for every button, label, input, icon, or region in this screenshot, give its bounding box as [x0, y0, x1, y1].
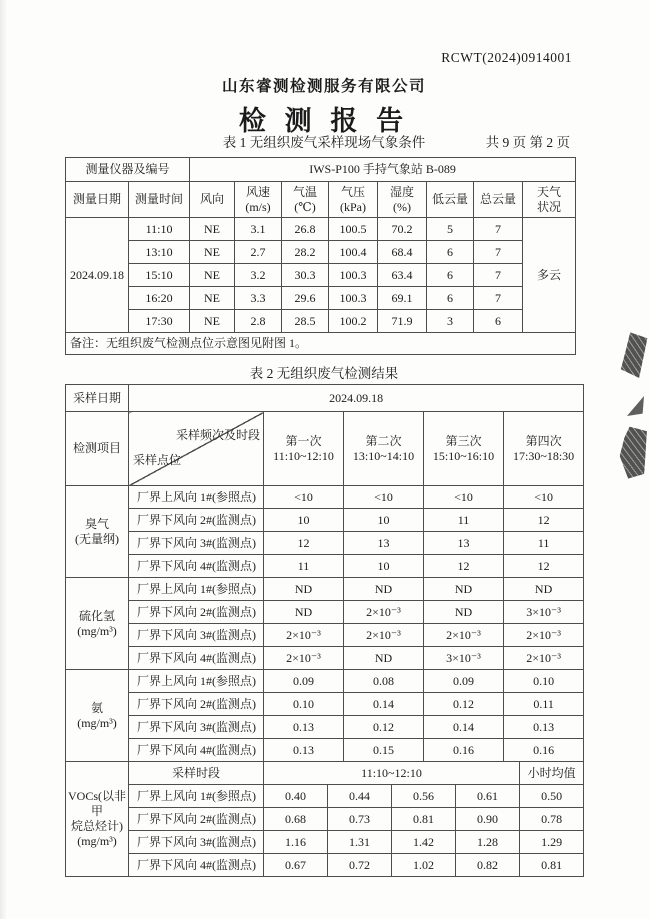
point-cell: 厂界下风向 3#(监测点): [129, 716, 264, 739]
value-cell: 3.2: [235, 264, 282, 287]
value-cell: 12: [424, 555, 504, 578]
column-header: 风向: [190, 182, 235, 218]
table-row: [66, 854, 584, 877]
sample-date-label: 采样日期: [66, 385, 129, 412]
company-name: 山东睿测检测服务有限公司: [221, 78, 426, 95]
point-cell: 厂界上风向 1#(参照点): [129, 670, 264, 693]
value-cell: 0.72: [328, 854, 392, 877]
point-cell: 厂界下风向 3#(监测点): [129, 831, 264, 854]
column-header: 湿度 (%): [378, 182, 427, 218]
value-cell: 2×10⁻³: [344, 624, 424, 647]
value-cell: 68.4: [378, 241, 427, 264]
table-row: [66, 739, 584, 762]
value-cell: 69.1: [378, 287, 427, 310]
emission-results-table: [65, 384, 584, 877]
value-cell: 0.44: [328, 785, 392, 808]
value-cell: 7: [474, 241, 523, 264]
value-cell: 2.7: [235, 241, 282, 264]
value-cell: 10: [264, 509, 344, 532]
value-cell: NE: [190, 287, 235, 310]
column-header: 测量时间: [129, 182, 190, 218]
value-cell: 0.15: [344, 739, 424, 762]
value-cell: 1.02: [392, 854, 456, 877]
point-cell: 厂界上风向 1#(参照点): [129, 486, 264, 509]
table-row: [66, 555, 584, 578]
value-cell: ND: [264, 578, 344, 601]
value-cell: 0.13: [264, 739, 344, 762]
value-cell: 100.3: [329, 287, 378, 310]
diag-top-label: 采样频次及时段: [175, 428, 260, 442]
table-row: [66, 532, 584, 555]
table-row: [66, 762, 584, 785]
value-cell: 0.10: [504, 670, 584, 693]
parameter-cell: VOCs(以非甲 烷总烃计) (mg/m³): [66, 762, 129, 877]
value-cell: 6: [427, 264, 474, 287]
value-cell: 3.1: [235, 218, 282, 241]
column-header: 天气 状况: [523, 182, 576, 218]
period-header: 第二次 13:10~14:10: [344, 412, 424, 486]
value-cell: ND: [424, 578, 504, 601]
point-cell: 厂界下风向 3#(监测点): [129, 532, 264, 555]
value-cell: 0.12: [424, 693, 504, 716]
table-row: [66, 647, 584, 670]
value-cell: 0.82: [456, 854, 520, 877]
value-cell: 1.42: [392, 831, 456, 854]
value-cell: 13: [424, 532, 504, 555]
time-cell: 17:30: [129, 310, 190, 333]
value-cell: 0.08: [344, 670, 424, 693]
weather-cell: 多云: [523, 218, 576, 333]
value-cell: 2×10⁻³: [344, 601, 424, 624]
value-cell: <10: [264, 486, 344, 509]
value-cell: 0.14: [344, 693, 424, 716]
point-cell: 厂界下风向 2#(监测点): [129, 509, 264, 532]
table2-caption: 表 2 无组织废气检测结果: [249, 366, 399, 381]
value-cell: NE: [190, 218, 235, 241]
value-cell: 7: [474, 218, 523, 241]
ink-smudge: [619, 332, 648, 379]
ink-smudge: [627, 396, 644, 416]
column-header: 风速 (m/s): [235, 182, 282, 218]
parameter-cell: 氨 (mg/m³): [66, 670, 129, 762]
value-cell: 100.2: [329, 310, 378, 333]
value-cell: 12: [504, 509, 584, 532]
value-cell: 1.28: [456, 831, 520, 854]
value-cell: 0.56: [392, 785, 456, 808]
point-cell: 厂界下风向 4#(监测点): [129, 854, 264, 877]
table-row: [66, 785, 584, 808]
table1-caption: 表 1 无组织废气采样现场气象条件: [222, 135, 426, 150]
value-cell: 30.3: [282, 264, 329, 287]
time-cell: 15:10: [129, 264, 190, 287]
table-row: [66, 310, 576, 333]
instrument-label: 测量仪器及编号: [66, 158, 190, 182]
column-header: 低云量: [427, 182, 474, 218]
value-cell: 1.31: [328, 831, 392, 854]
value-cell: 6: [474, 310, 523, 333]
avg-cell: 0.78: [520, 808, 584, 831]
value-cell: 10: [344, 555, 424, 578]
period-header: 第三次 15:10~16:10: [424, 412, 504, 486]
value-cell: 0.73: [328, 808, 392, 831]
value-cell: <10: [344, 486, 424, 509]
value-cell: 5: [427, 218, 474, 241]
table1-note: 备注：无组织废气检测点位示意图见附图 1。: [66, 333, 576, 355]
value-cell: 0.13: [264, 716, 344, 739]
value-cell: ND: [504, 578, 584, 601]
value-cell: 71.9: [378, 310, 427, 333]
value-cell: 11: [264, 555, 344, 578]
value-cell: NE: [190, 241, 235, 264]
value-cell: 100.3: [329, 264, 378, 287]
point-cell: 厂界上风向 1#(参照点): [129, 785, 264, 808]
value-cell: 26.8: [282, 218, 329, 241]
column-header: 测量日期: [66, 182, 129, 218]
diagonal-header-cell: [129, 412, 264, 486]
sample-date-value: 2024.09.18: [129, 385, 584, 412]
value-cell: ND: [344, 647, 424, 670]
value-cell: 12: [264, 532, 344, 555]
item-label: 检测项目: [66, 412, 129, 486]
value-cell: 0.16: [424, 739, 504, 762]
value-cell: 3: [427, 310, 474, 333]
weather-conditions-table: [65, 157, 576, 355]
value-cell: 0.14: [424, 716, 504, 739]
column-header: 总云量: [474, 182, 523, 218]
point-cell: 厂界下风向 2#(监测点): [129, 808, 264, 831]
value-cell: 2×10⁻³: [504, 624, 584, 647]
value-cell: 3.3: [235, 287, 282, 310]
value-cell: 28.5: [282, 310, 329, 333]
value-cell: 100.5: [329, 218, 378, 241]
value-cell: 11: [504, 532, 584, 555]
hourly-avg-label: 小时均值: [520, 762, 584, 785]
value-cell: ND: [424, 601, 504, 624]
value-cell: 0.09: [264, 670, 344, 693]
value-cell: 2×10⁻³: [504, 647, 584, 670]
column-header: 气温 (℃): [282, 182, 329, 218]
value-cell: 0.11: [504, 693, 584, 716]
table-row: [66, 601, 584, 624]
table-row: [66, 218, 576, 241]
value-cell: 7: [474, 264, 523, 287]
parameter-cell: 臭气 (无量纲): [66, 486, 129, 578]
vocs-period-value: 11:10~12:10: [264, 762, 520, 785]
page-count: 共 9 页 第 2 页: [485, 135, 570, 150]
value-cell: 0.61: [456, 785, 520, 808]
value-cell: 0.40: [264, 785, 328, 808]
time-cell: 11:10: [129, 218, 190, 241]
value-cell: 11: [424, 509, 504, 532]
value-cell: 12: [504, 555, 584, 578]
value-cell: ND: [264, 601, 344, 624]
value-cell: 7: [474, 287, 523, 310]
point-cell: 厂界上风向 1#(参照点): [129, 578, 264, 601]
table-row: [66, 670, 584, 693]
value-cell: 2×10⁻³: [264, 647, 344, 670]
value-cell: ND: [344, 578, 424, 601]
table-row: [66, 264, 576, 287]
point-cell: 厂界下风向 2#(监测点): [129, 601, 264, 624]
value-cell: <10: [504, 486, 584, 509]
table-row: [66, 624, 584, 647]
table-row: [66, 693, 584, 716]
value-cell: NE: [190, 310, 235, 333]
period-header: 第四次 17:30~18:30: [504, 412, 584, 486]
point-cell: 厂界下风向 2#(监测点): [129, 693, 264, 716]
avg-cell: 1.29: [520, 831, 584, 854]
value-cell: 6: [427, 287, 474, 310]
value-cell: 3×10⁻³: [504, 601, 584, 624]
value-cell: 0.12: [344, 716, 424, 739]
value-cell: 28.2: [282, 241, 329, 264]
ink-smudge: [618, 426, 648, 480]
value-cell: 13: [344, 532, 424, 555]
measure-date-cell: 2024.09.18: [66, 218, 129, 333]
value-cell: 0.81: [392, 808, 456, 831]
value-cell: 3×10⁻³: [424, 647, 504, 670]
instrument-value: IWS-P100 手持气象站 B-089: [190, 158, 576, 182]
avg-cell: 0.81: [520, 854, 584, 877]
table-row: [66, 808, 584, 831]
parameter-cell: 硫化氢 (mg/m³): [66, 578, 129, 670]
value-cell: NE: [190, 264, 235, 287]
point-cell: 厂界下风向 4#(监测点): [129, 739, 264, 762]
period-header: 第一次 11:10~12:10: [264, 412, 344, 486]
vocs-period-label: 采样时段: [129, 762, 264, 785]
value-cell: 2.8: [235, 310, 282, 333]
page-title: 检 测 报 告: [238, 106, 410, 136]
value-cell: 6: [427, 241, 474, 264]
value-cell: 29.6: [282, 287, 329, 310]
diag-bottom-label: 采样点位: [133, 453, 182, 467]
table-row: [66, 578, 584, 601]
point-cell: 厂界下风向 3#(监测点): [129, 624, 264, 647]
value-cell: 1.16: [264, 831, 328, 854]
value-cell: 10: [344, 509, 424, 532]
value-cell: 0.10: [264, 693, 344, 716]
table-row: [66, 287, 576, 310]
value-cell: 0.67: [264, 854, 328, 877]
table-row: [66, 509, 584, 532]
table-row: [66, 831, 584, 854]
point-cell: 厂界下风向 4#(监测点): [129, 647, 264, 670]
time-cell: 16:20: [129, 287, 190, 310]
value-cell: 0.68: [264, 808, 328, 831]
table-row: [66, 716, 584, 739]
table-row: [66, 486, 584, 509]
value-cell: <10: [424, 486, 504, 509]
point-cell: 厂界下风向 4#(监测点): [129, 555, 264, 578]
report-number: RCWT(2024)0914001: [441, 50, 572, 65]
value-cell: 63.4: [378, 264, 427, 287]
value-cell: 2×10⁻³: [424, 624, 504, 647]
column-header: 气压 (kPa): [329, 182, 378, 218]
value-cell: 0.90: [456, 808, 520, 831]
value-cell: 100.4: [329, 241, 378, 264]
value-cell: 70.2: [378, 218, 427, 241]
value-cell: 2×10⁻³: [264, 624, 344, 647]
avg-cell: 0.50: [520, 785, 584, 808]
value-cell: 0.13: [504, 716, 584, 739]
value-cell: 0.16: [504, 739, 584, 762]
table-row: [66, 241, 576, 264]
value-cell: 0.09: [424, 670, 504, 693]
time-cell: 13:10: [129, 241, 190, 264]
